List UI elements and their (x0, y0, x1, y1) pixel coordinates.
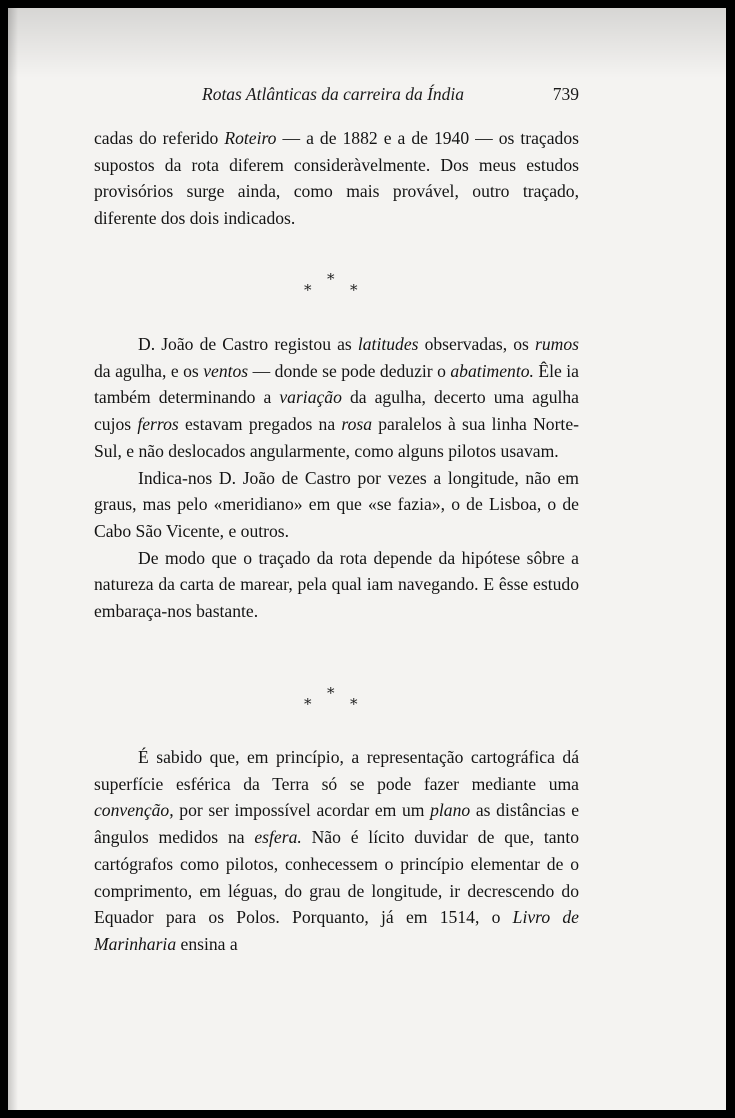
running-title: Rotas Atlânticas da carreira da Índia (202, 84, 465, 104)
scan-shadow-left (8, 8, 18, 1110)
asterisk: * (350, 695, 358, 713)
italic-text: variação (279, 387, 342, 408)
text-run: cadas do referido (94, 128, 225, 148)
scan-shadow (8, 8, 726, 78)
paragraph-1 (94, 125, 579, 232)
italic-text: rosa (341, 414, 373, 435)
paragraph-5 (94, 744, 579, 958)
asterisk: * (304, 281, 312, 299)
italic-text: ferros (137, 414, 179, 435)
italic-text: rumos (535, 334, 580, 354)
italic-text: ventos (203, 360, 249, 381)
text-run: — donde se pode deduzir o (248, 360, 451, 381)
italic-text: latitudes (357, 334, 419, 354)
text-run: da agulha, e os (94, 360, 204, 381)
text-run: estavam pregados na (178, 414, 342, 435)
running-header (94, 78, 579, 108)
text-run: observadas, os (418, 334, 536, 354)
text-run: as distâncias e ângulos medidos na (94, 800, 580, 848)
text-run: por ser impossível acordar em um (173, 800, 431, 821)
paragraph-4: De modo que o traçado da rota depende da hipótese sôbre a natureza da carta de marear, pela qual iam navegando. E êsse estudo embaraça-nos bastante. (94, 547, 579, 622)
italic-text: esfera. (254, 827, 302, 848)
text-run: paralelos à sua linha Norte-Sul, e não deslocados angularmente, como alguns pilotos usavam. (94, 414, 579, 461)
section-break-asterism (8, 684, 726, 724)
asterisk: * (327, 684, 335, 702)
italic-text: abatimento. (450, 360, 534, 381)
asterisk: * (304, 695, 312, 713)
paragraph-3: Indica-nos D. João de Castro por vezes a longitude, não em graus, mas pelo «meridiano» em que «se fazia», o de Lisboa, o de Cabo São Vicente, e outros. (94, 467, 579, 541)
section-break-asterism (8, 270, 726, 310)
paragraph-2 (94, 331, 579, 625)
italic-text: Livro de Marinharia (94, 907, 579, 954)
book-page (8, 8, 726, 1110)
text-run: ensina a (176, 933, 238, 954)
text-run: da agulha, decerto uma agulha cujos (94, 387, 579, 435)
asterisk: * (350, 281, 358, 299)
paragraph-text (94, 331, 579, 465)
text-run: É sabido que, em princípio, a representação cartográfica dá superfície esférica da Terra só se pode fazer mediante uma (94, 747, 579, 794)
italic-text: plano (430, 800, 471, 821)
italic-text: Roteiro (224, 128, 277, 148)
text-run: D. João de Castro registou as (138, 334, 358, 354)
paragraph-text (94, 125, 579, 232)
paragraph-text (94, 744, 579, 958)
text-run: Não é lícito duvidar de que, tanto cartógrafos como pilotos, conhecessem o princípio elementar de o comprimento, em léguas, do grau de longitude, ir decrescendo do Equador para os Polos. Porquanto, já em 1514, o (94, 827, 580, 928)
asterisk: * (327, 270, 335, 288)
page-number: 739 (552, 84, 579, 104)
text-run: — a de 1882 e a de 1940 — os traçados supostos da rota diferem consideràvelmente. Dos meus estudos provisórios surge ainda, como mais provável, outro traçado, diferente dos dois indicados. (94, 128, 579, 229)
text-run: Êle ia também determinando a (94, 360, 579, 408)
italic-text: convenção, (94, 800, 174, 821)
